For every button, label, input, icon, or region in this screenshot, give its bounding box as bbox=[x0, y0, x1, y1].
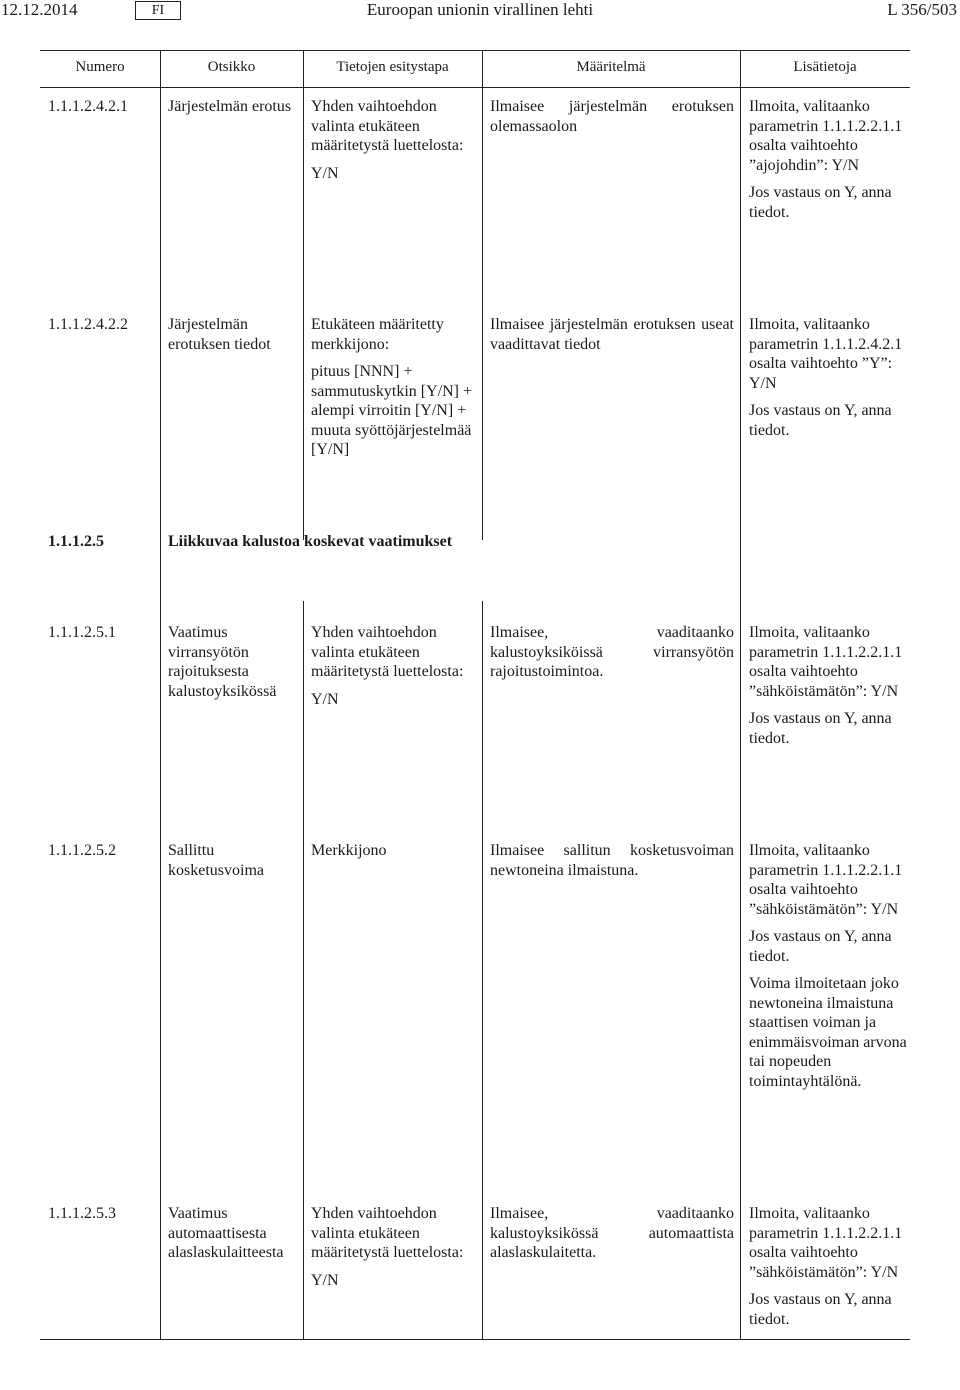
notes-text: Ilmoita, valitaanko parametrin 1.1.1.2.4.2.1 osalta vaihtoehto ”Y”: Y/N bbox=[749, 316, 903, 392]
format-value: Y/N bbox=[311, 164, 339, 182]
row-format bbox=[311, 97, 476, 183]
column-divider bbox=[482, 50, 483, 540]
column-divider bbox=[303, 50, 304, 540]
publication-date: 12.12.2014 bbox=[1, 0, 78, 19]
row-title: Vaatimus automaattisesta alaslaskulaitteesta bbox=[168, 1205, 284, 1261]
notes-text: Jos vastaus on Y, anna tiedot. bbox=[749, 402, 892, 439]
journal-title: Euroopan unionin virallinen lehti bbox=[366, 0, 594, 19]
row-title: Sallittu kosketusvoima bbox=[168, 842, 264, 879]
format-text: Etukäteen määritetty merkkijono: bbox=[311, 316, 444, 353]
row-number: 1.1.1.2.4.2.2 bbox=[48, 316, 128, 333]
column-header-numero: Numero bbox=[75, 59, 125, 75]
row-definition: Ilmaisee, vaaditaanko kalustoyksikössä automaattista alaslaskulaitetta. bbox=[490, 1205, 734, 1261]
format-text: Yhden vaihtoehdon valinta etukäteen määritetystä luettelosta: bbox=[311, 624, 464, 680]
page-header bbox=[0, 0, 960, 22]
row-notes bbox=[749, 623, 909, 748]
format-value: Y/N bbox=[311, 1271, 339, 1289]
column-divider bbox=[482, 601, 483, 1339]
language-badge: FI bbox=[135, 1, 181, 20]
notes-text: Voima ilmoitetaan joko newtoneina ilmaistuna staattisen voiman ja enimmäisvoiman arvona tai nopeuden toimintayhtälönä. bbox=[749, 975, 907, 1090]
table-bottom-border bbox=[40, 1339, 910, 1340]
notes-text: Jos vastaus on Y, anna tiedot. bbox=[749, 184, 892, 221]
column-header-otsikko: Otsikko bbox=[207, 59, 256, 75]
row-notes bbox=[749, 97, 909, 222]
format-text: pituus [NNN] + sammutuskytkin [Y/N] + alempi virroitin [Y/N] + muuta syöttöjärjestelmää [Y/N] bbox=[311, 363, 473, 458]
row-definition: Ilmaisee järjestelmän erotuksen useat vaadittavat tiedot bbox=[490, 316, 734, 353]
row-definition: Ilmaisee, vaaditaanko kalustoyksiköissä virransyötön rajoitustoimintoa. bbox=[490, 624, 734, 680]
row-number: 1.1.1.2.4.2.1 bbox=[48, 98, 128, 115]
header-bottom-border bbox=[40, 87, 910, 88]
column-header-format: Tietojen esitystapa bbox=[336, 59, 449, 75]
notes-text: Ilmoita, valitaanko parametrin 1.1.1.2.2.1.1 osalta vaihtoehto ”sähköistämätön”: Y/N bbox=[749, 1205, 903, 1281]
format-value: Y/N bbox=[311, 690, 339, 708]
row-number: 1.1.1.2.5.1 bbox=[48, 624, 116, 641]
row-definition: Ilmaisee sallitun kosketusvoiman newtoneina ilmaistuna. bbox=[490, 842, 734, 879]
notes-text: Ilmoita, valitaanko parametrin 1.1.1.2.2.1.1 osalta vaihtoehto ”ajojohdin”: Y/N bbox=[749, 98, 903, 174]
row-title: Vaatimus virransyötön rajoituksesta kalustoyksikössä bbox=[168, 624, 277, 700]
parameter-table bbox=[40, 50, 910, 1390]
section-title: Liikkuvaa kalustoa koskevat vaatimukset bbox=[168, 533, 453, 550]
format-text: Yhden vaihtoehdon valinta etukäteen määritetystä luettelosta: bbox=[311, 1205, 464, 1261]
notes-text: Ilmoita, valitaanko parametrin 1.1.1.2.2.1.1 osalta vaihtoehto ”sähköistämätön”: Y/N bbox=[749, 624, 903, 700]
notes-text: Jos vastaus on Y, anna tiedot. bbox=[749, 928, 892, 965]
column-divider bbox=[303, 601, 304, 1339]
section-number: 1.1.1.2.5 bbox=[48, 533, 104, 550]
column-divider bbox=[160, 50, 161, 1339]
row-format bbox=[311, 623, 476, 709]
row-notes bbox=[749, 841, 909, 1091]
row-title: Järjestelmän erotuksen tiedot bbox=[168, 316, 271, 353]
column-header-notes: Lisätietoja bbox=[793, 59, 857, 75]
row-notes bbox=[749, 1204, 909, 1329]
row-title: Järjestelmän erotus bbox=[168, 98, 292, 115]
page-reference: L 356/503 bbox=[887, 0, 957, 19]
column-divider bbox=[740, 50, 741, 1339]
table-top-border bbox=[40, 50, 910, 51]
row-format bbox=[311, 1204, 476, 1290]
row-definition: Ilmaisee järjestelmän erotuksen olemassaolon bbox=[490, 98, 734, 135]
notes-text: Ilmoita, valitaanko parametrin 1.1.1.2.2.1.1 osalta vaihtoehto ”sähköistämätön”: Y/N bbox=[749, 842, 903, 918]
column-header-definition: Määritelmä bbox=[576, 59, 646, 75]
row-format bbox=[311, 841, 476, 861]
row-number: 1.1.1.2.5.3 bbox=[48, 1205, 116, 1222]
row-notes bbox=[749, 315, 909, 440]
notes-text: Jos vastaus on Y, anna tiedot. bbox=[749, 710, 892, 747]
row-number: 1.1.1.2.5.2 bbox=[48, 842, 116, 859]
format-text: Merkkijono bbox=[311, 842, 387, 859]
format-text: Yhden vaihtoehdon valinta etukäteen määritetystä luettelosta: bbox=[311, 98, 464, 154]
notes-text: Jos vastaus on Y, anna tiedot. bbox=[749, 1291, 892, 1328]
row-format bbox=[311, 315, 476, 460]
